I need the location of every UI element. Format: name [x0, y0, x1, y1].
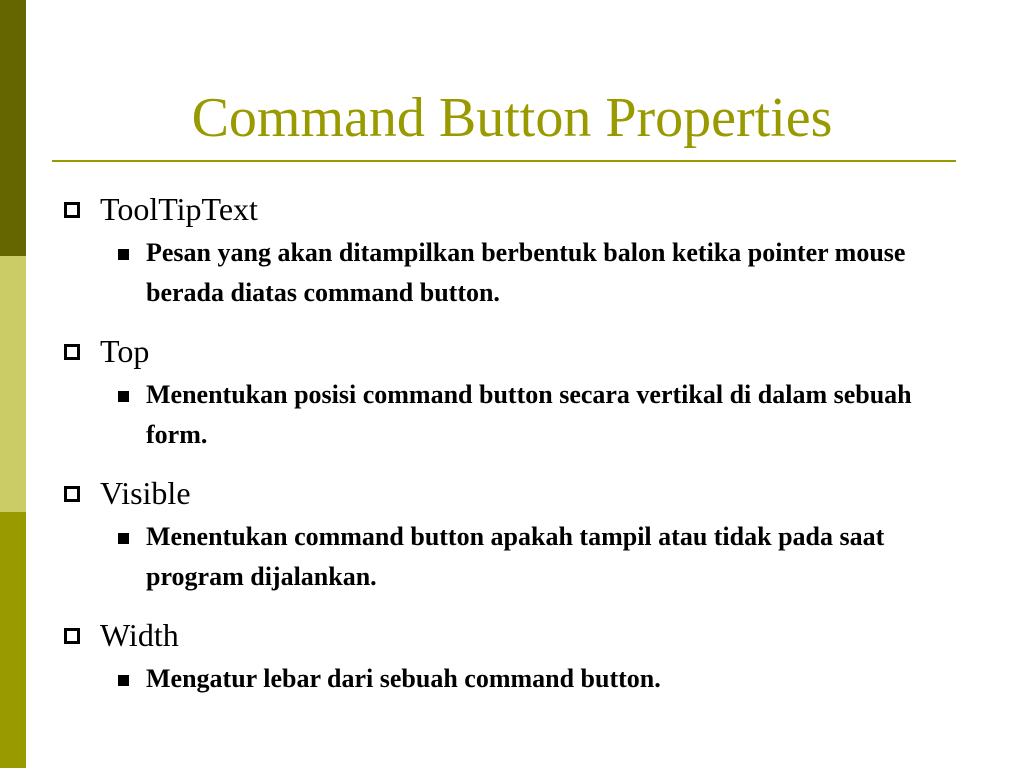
property-item-top — [60, 330, 970, 455]
hollow-square-bullet-icon — [64, 202, 80, 218]
sidebar-band-dark — [0, 0, 26, 256]
property-detail-text: Pesan yang akan ditampilkan berbentuk balon ketika pointer mouse berada diatas command button. — [146, 238, 906, 307]
filled-square-bullet-icon — [118, 249, 129, 260]
property-detail — [146, 230, 966, 313]
property-heading-text: Width — [100, 617, 179, 653]
hollow-square-bullet-icon — [64, 628, 80, 644]
property-detail-text: Menentukan posisi command button secara vertikal di dalam sebuah form. — [146, 380, 912, 449]
property-heading-text: Top — [100, 333, 150, 369]
filled-square-bullet-icon — [118, 533, 129, 544]
property-heading — [60, 188, 970, 230]
slide-content — [60, 188, 970, 699]
filled-square-bullet-icon — [118, 675, 129, 686]
slide-title: Command Button Properties — [191, 87, 833, 149]
property-heading — [60, 614, 970, 656]
property-heading — [60, 330, 970, 372]
property-heading-text: ToolTipText — [100, 191, 258, 227]
property-item-visible — [60, 472, 970, 597]
property-detail-text: Menentukan command button apakah tampil atau tidak pada saat program dijalankan. — [146, 522, 885, 591]
filled-square-bullet-icon — [118, 391, 129, 402]
sidebar-band-olive — [0, 512, 26, 768]
property-detail — [146, 656, 966, 699]
property-heading — [60, 472, 970, 514]
property-detail — [146, 514, 966, 597]
property-detail — [146, 372, 966, 455]
property-item-width — [60, 614, 970, 699]
property-detail-text: Mengatur lebar dari sebuah command button. — [146, 664, 661, 693]
hollow-square-bullet-icon — [64, 486, 80, 502]
sidebar-band-light — [0, 256, 26, 512]
property-heading-text: Visible — [100, 475, 191, 511]
property-item-tooltiptext — [60, 188, 970, 313]
hollow-square-bullet-icon — [64, 344, 80, 360]
title-divider — [52, 160, 956, 162]
